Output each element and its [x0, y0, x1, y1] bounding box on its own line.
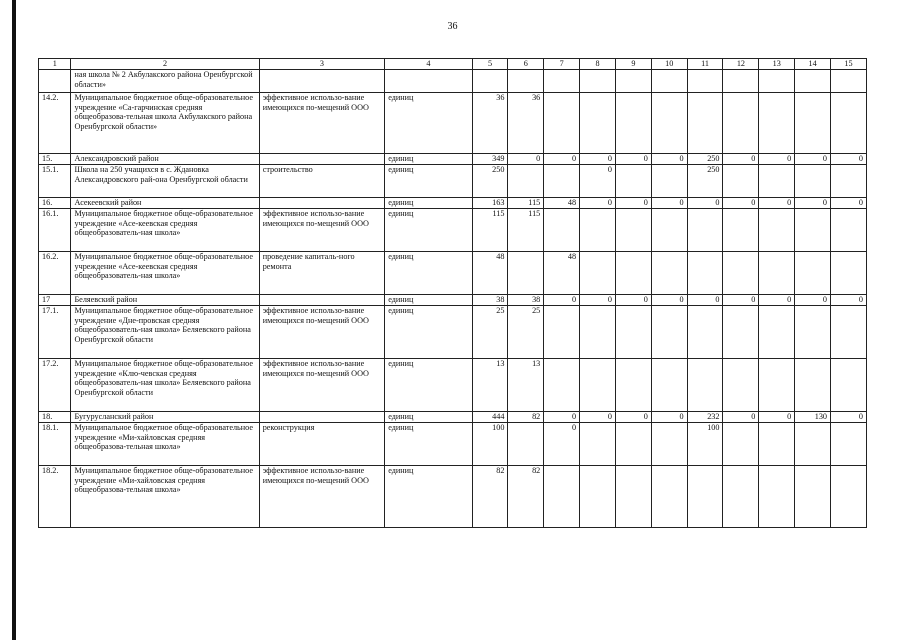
- measure-cell: строительство: [259, 164, 384, 197]
- column-header-6: 6: [508, 59, 544, 70]
- col-6-cell: 0: [508, 153, 544, 164]
- col-12-cell: 0: [723, 153, 759, 164]
- column-header-4: 4: [385, 59, 472, 70]
- table-row: [39, 164, 867, 197]
- col-5-cell: [472, 69, 508, 92]
- col-5-cell: 25: [472, 305, 508, 358]
- table-row: [39, 197, 867, 208]
- unit-cell: единиц: [385, 197, 472, 208]
- col-15-cell: 0: [831, 294, 867, 305]
- institution-name-cell: Муниципальное бюджетное обще-образовательное учреждение «Дне-провская средняя общеобразователь-ная школа» Беляевского района Оренбургской области: [71, 305, 259, 358]
- program-table: [38, 58, 867, 528]
- table-row: [39, 251, 867, 294]
- col-11-cell: 250: [687, 153, 723, 164]
- unit-cell: единиц: [385, 164, 472, 197]
- col-8-cell: [580, 92, 616, 153]
- column-header-13: 13: [759, 59, 795, 70]
- binding-margin-line: [12, 0, 16, 640]
- col-15-cell: [831, 251, 867, 294]
- page-number: 36: [447, 21, 458, 32]
- col-12-cell: [723, 69, 759, 92]
- col-5-cell: 349: [472, 153, 508, 164]
- col-14-cell: [795, 164, 831, 197]
- col-9-cell: [615, 422, 651, 465]
- col-8-cell: 0: [580, 164, 616, 197]
- col-15-cell: [831, 305, 867, 358]
- col-8-cell: [580, 305, 616, 358]
- table-body: [39, 69, 867, 527]
- institution-name-cell: Муниципальное бюджетное обще-образовательное учреждение «Клю-чевская средняя общеобразователь-ная школа» Беляевского района Оренбургской области: [71, 358, 259, 411]
- column-header-15: 15: [831, 59, 867, 70]
- col-13-cell: [759, 422, 795, 465]
- measure-cell: [259, 153, 384, 164]
- col-15-cell: [831, 422, 867, 465]
- table-row: [39, 358, 867, 411]
- col-12-cell: 0: [723, 294, 759, 305]
- col-12-cell: [723, 422, 759, 465]
- col-6-cell: 115: [508, 197, 544, 208]
- col-14-cell: [795, 465, 831, 527]
- col-13-cell: [759, 251, 795, 294]
- col-7-cell: [544, 305, 580, 358]
- column-header-12: 12: [723, 59, 759, 70]
- column-header-14: 14: [795, 59, 831, 70]
- col-8-cell: [580, 208, 616, 251]
- col-6-cell: [508, 251, 544, 294]
- col-8-cell: 0: [580, 294, 616, 305]
- col-6-cell: 25: [508, 305, 544, 358]
- col-5-cell: 163: [472, 197, 508, 208]
- unit-cell: единиц: [385, 422, 472, 465]
- col-13-cell: [759, 305, 795, 358]
- col-11-cell: [687, 69, 723, 92]
- col-9-cell: [615, 465, 651, 527]
- col-8-cell: [580, 422, 616, 465]
- col-10-cell: [651, 69, 687, 92]
- col-10-cell: [651, 251, 687, 294]
- col-5-cell: 444: [472, 411, 508, 422]
- col-11-cell: 250: [687, 164, 723, 197]
- col-11-cell: [687, 358, 723, 411]
- col-12-cell: [723, 92, 759, 153]
- row-number-cell: 17.2.: [39, 358, 71, 411]
- col-9-cell: 0: [615, 153, 651, 164]
- col-11-cell: 232: [687, 411, 723, 422]
- col-11-cell: [687, 208, 723, 251]
- col-5-cell: 100: [472, 422, 508, 465]
- col-10-cell: [651, 305, 687, 358]
- table-row: [39, 465, 867, 527]
- col-15-cell: 0: [831, 153, 867, 164]
- col-15-cell: 0: [831, 411, 867, 422]
- col-14-cell: [795, 358, 831, 411]
- col-7-cell: [544, 69, 580, 92]
- col-9-cell: 0: [615, 411, 651, 422]
- col-14-cell: [795, 69, 831, 92]
- col-14-cell: 0: [795, 294, 831, 305]
- column-header-10: 10: [651, 59, 687, 70]
- institution-name-cell: Школа на 250 учащихся в с. Ждановка Александровского рай-она Оренбургской области: [71, 164, 259, 197]
- col-11-cell: 0: [687, 294, 723, 305]
- unit-cell: [385, 69, 472, 92]
- col-10-cell: 0: [651, 153, 687, 164]
- column-header-11: 11: [687, 59, 723, 70]
- institution-name-cell: Беляевский район: [71, 294, 259, 305]
- table-row: [39, 208, 867, 251]
- col-6-cell: 82: [508, 411, 544, 422]
- col-8-cell: [580, 69, 616, 92]
- measure-cell: [259, 411, 384, 422]
- col-7-cell: 48: [544, 197, 580, 208]
- unit-cell: единиц: [385, 251, 472, 294]
- col-15-cell: 0: [831, 197, 867, 208]
- col-5-cell: 38: [472, 294, 508, 305]
- column-header-7: 7: [544, 59, 580, 70]
- col-14-cell: [795, 305, 831, 358]
- col-10-cell: [651, 422, 687, 465]
- column-header-8: 8: [580, 59, 616, 70]
- unit-cell: единиц: [385, 465, 472, 527]
- row-number-cell: 18.: [39, 411, 71, 422]
- col-7-cell: 0: [544, 411, 580, 422]
- col-9-cell: [615, 305, 651, 358]
- institution-name-cell: ная школа № 2 Акбулакского района Оренбургской области»: [71, 69, 259, 92]
- col-8-cell: [580, 465, 616, 527]
- institution-name-cell: Асекеевский район: [71, 197, 259, 208]
- col-10-cell: 0: [651, 197, 687, 208]
- col-6-cell: 13: [508, 358, 544, 411]
- institution-name-cell: Муниципальное бюджетное обще-образовательное учреждение «Асе-кеевская средняя общеобразователь-ная школа»: [71, 251, 259, 294]
- column-header-9: 9: [615, 59, 651, 70]
- col-12-cell: [723, 251, 759, 294]
- col-7-cell: [544, 358, 580, 411]
- col-5-cell: 82: [472, 465, 508, 527]
- col-8-cell: [580, 358, 616, 411]
- header-row: [39, 59, 867, 70]
- col-9-cell: 0: [615, 294, 651, 305]
- col-11-cell: [687, 251, 723, 294]
- col-15-cell: [831, 465, 867, 527]
- measure-cell: проведение капиталь-ного ремонта: [259, 251, 384, 294]
- unit-cell: единиц: [385, 294, 472, 305]
- col-12-cell: [723, 208, 759, 251]
- col-7-cell: 0: [544, 153, 580, 164]
- col-11-cell: [687, 465, 723, 527]
- col-12-cell: [723, 465, 759, 527]
- col-10-cell: [651, 92, 687, 153]
- col-15-cell: [831, 164, 867, 197]
- measure-cell: эффективное использо-вание имеющихся по-мещений ООО: [259, 208, 384, 251]
- col-15-cell: [831, 69, 867, 92]
- col-11-cell: [687, 305, 723, 358]
- col-13-cell: [759, 465, 795, 527]
- unit-cell: единиц: [385, 208, 472, 251]
- measure-cell: [259, 294, 384, 305]
- col-14-cell: [795, 208, 831, 251]
- column-header-1: 1: [39, 59, 71, 70]
- unit-cell: единиц: [385, 153, 472, 164]
- col-10-cell: [651, 164, 687, 197]
- measure-cell: эффективное использо-вание имеющихся по-мещений ООО: [259, 305, 384, 358]
- table-row: [39, 411, 867, 422]
- col-5-cell: 115: [472, 208, 508, 251]
- col-9-cell: [615, 92, 651, 153]
- column-header-5: 5: [472, 59, 508, 70]
- row-number-cell: 15.1.: [39, 164, 71, 197]
- measure-cell: [259, 69, 384, 92]
- col-7-cell: 0: [544, 422, 580, 465]
- col-9-cell: 0: [615, 197, 651, 208]
- col-7-cell: 48: [544, 251, 580, 294]
- col-13-cell: 0: [759, 294, 795, 305]
- col-7-cell: [544, 465, 580, 527]
- col-14-cell: 0: [795, 197, 831, 208]
- col-6-cell: 36: [508, 92, 544, 153]
- unit-cell: единиц: [385, 358, 472, 411]
- row-number-cell: 16.: [39, 197, 71, 208]
- col-13-cell: [759, 358, 795, 411]
- measure-cell: [259, 197, 384, 208]
- col-11-cell: 100: [687, 422, 723, 465]
- col-9-cell: [615, 164, 651, 197]
- col-6-cell: [508, 422, 544, 465]
- col-5-cell: 48: [472, 251, 508, 294]
- institution-name-cell: Муниципальное бюджетное обще-образовательное учреждение «Са-гарчинская средняя общеобразова-тельная школа Акбулакского района Оренбургской области»: [71, 92, 259, 153]
- col-5-cell: 13: [472, 358, 508, 411]
- col-15-cell: [831, 358, 867, 411]
- institution-name-cell: Александровский район: [71, 153, 259, 164]
- col-7-cell: [544, 92, 580, 153]
- measure-cell: реконструкция: [259, 422, 384, 465]
- col-11-cell: [687, 92, 723, 153]
- col-15-cell: [831, 92, 867, 153]
- row-number-cell: 15.: [39, 153, 71, 164]
- row-number-cell: 17: [39, 294, 71, 305]
- table-row: [39, 92, 867, 153]
- col-14-cell: [795, 251, 831, 294]
- col-13-cell: [759, 208, 795, 251]
- col-10-cell: [651, 358, 687, 411]
- col-8-cell: 0: [580, 153, 616, 164]
- col-7-cell: [544, 164, 580, 197]
- table-row: [39, 294, 867, 305]
- col-7-cell: [544, 208, 580, 251]
- col-7-cell: 0: [544, 294, 580, 305]
- col-6-cell: 115: [508, 208, 544, 251]
- col-12-cell: 0: [723, 197, 759, 208]
- col-12-cell: [723, 358, 759, 411]
- row-number-cell: 17.1.: [39, 305, 71, 358]
- col-10-cell: 0: [651, 411, 687, 422]
- row-number-cell: 18.1.: [39, 422, 71, 465]
- row-number-cell: 16.2.: [39, 251, 71, 294]
- col-14-cell: 0: [795, 153, 831, 164]
- unit-cell: единиц: [385, 411, 472, 422]
- col-5-cell: 36: [472, 92, 508, 153]
- col-12-cell: [723, 305, 759, 358]
- unit-cell: единиц: [385, 92, 472, 153]
- table-row: [39, 422, 867, 465]
- column-header-2: 2: [71, 59, 259, 70]
- col-8-cell: 0: [580, 411, 616, 422]
- col-13-cell: 0: [759, 153, 795, 164]
- row-number-cell: [39, 69, 71, 92]
- institution-name-cell: Муниципальное бюджетное обще-образовательное учреждение «Асе-кеевская средняя общеобразователь-ная школа»: [71, 208, 259, 251]
- col-9-cell: [615, 69, 651, 92]
- institution-name-cell: Муниципальное бюджетное обще-образовательное учреждение «Ми-хайловская средняя общеобразова-тельная школа»: [71, 422, 259, 465]
- col-14-cell: [795, 92, 831, 153]
- col-12-cell: [723, 164, 759, 197]
- col-8-cell: 0: [580, 197, 616, 208]
- row-number-cell: 16.1.: [39, 208, 71, 251]
- col-11-cell: 0: [687, 197, 723, 208]
- col-10-cell: 0: [651, 294, 687, 305]
- col-9-cell: [615, 358, 651, 411]
- unit-cell: единиц: [385, 305, 472, 358]
- table-row: [39, 305, 867, 358]
- col-6-cell: [508, 164, 544, 197]
- table-row: [39, 69, 867, 92]
- col-9-cell: [615, 251, 651, 294]
- col-14-cell: 130: [795, 411, 831, 422]
- col-10-cell: [651, 465, 687, 527]
- col-6-cell: 38: [508, 294, 544, 305]
- row-number-cell: 18.2.: [39, 465, 71, 527]
- col-13-cell: [759, 164, 795, 197]
- col-9-cell: [615, 208, 651, 251]
- col-13-cell: [759, 92, 795, 153]
- col-6-cell: [508, 69, 544, 92]
- col-14-cell: [795, 422, 831, 465]
- measure-cell: эффективное использо-вание имеющихся по-мещений ООО: [259, 92, 384, 153]
- col-10-cell: [651, 208, 687, 251]
- measure-cell: эффективное использо-вание имеющихся по-мещений ООО: [259, 358, 384, 411]
- column-header-3: 3: [259, 59, 384, 70]
- institution-name-cell: Муниципальное бюджетное обще-образовательное учреждение «Ми-хайловская средняя общеобразова-тельная школа»: [71, 465, 259, 527]
- col-13-cell: [759, 69, 795, 92]
- col-15-cell: [831, 208, 867, 251]
- col-8-cell: [580, 251, 616, 294]
- col-13-cell: 0: [759, 197, 795, 208]
- col-13-cell: 0: [759, 411, 795, 422]
- institution-name-cell: Бугурусланский район: [71, 411, 259, 422]
- col-5-cell: 250: [472, 164, 508, 197]
- table-row: [39, 153, 867, 164]
- measure-cell: эффективное использо-вание имеющихся по-мещений ООО: [259, 465, 384, 527]
- col-12-cell: 0: [723, 411, 759, 422]
- col-6-cell: 82: [508, 465, 544, 527]
- row-number-cell: 14.2.: [39, 92, 71, 153]
